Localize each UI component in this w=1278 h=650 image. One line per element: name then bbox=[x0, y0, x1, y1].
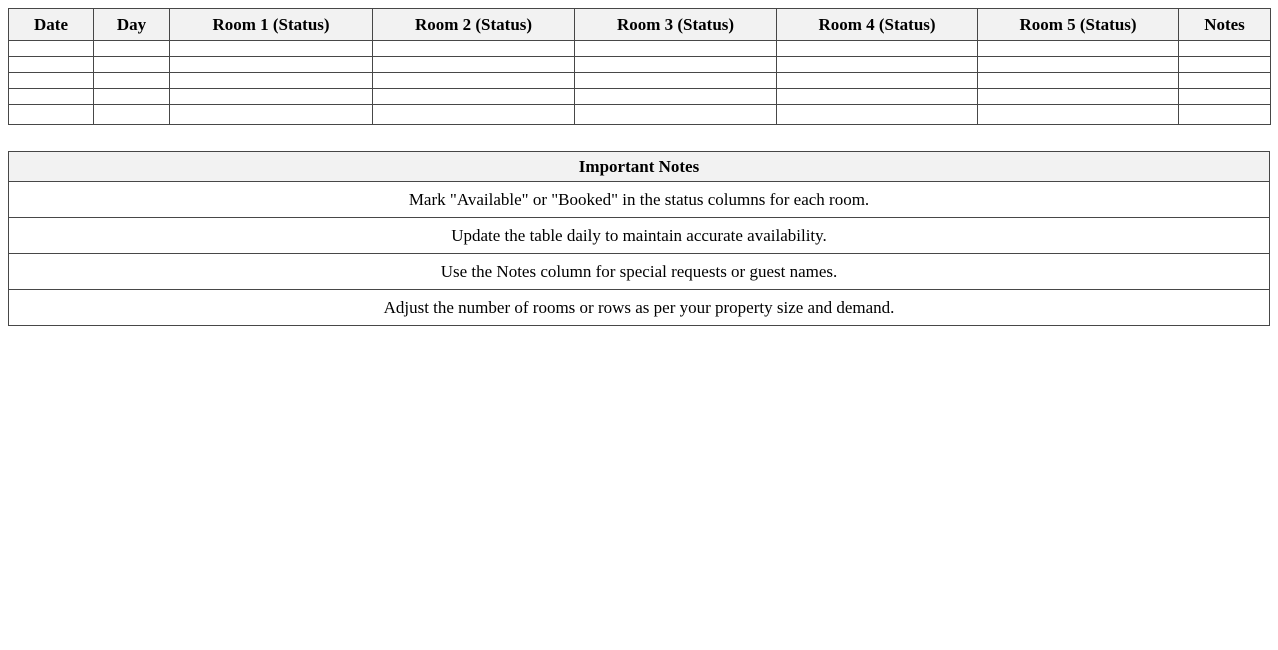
column-header-date: Date bbox=[9, 9, 94, 41]
room-3-status-cell bbox=[575, 89, 777, 105]
room-4-status-cell bbox=[777, 105, 978, 125]
page bbox=[8, 8, 1270, 326]
room-1-status-cell bbox=[170, 105, 373, 125]
room-2-status-cell bbox=[373, 89, 575, 105]
column-header-day: Day bbox=[94, 9, 170, 41]
room-5-status-cell bbox=[978, 89, 1179, 105]
room-1-status-cell bbox=[170, 41, 373, 57]
day-cell bbox=[94, 57, 170, 73]
column-header-room-4: Room 4 (Status) bbox=[777, 9, 978, 41]
notes-cell bbox=[1179, 57, 1271, 73]
note-item: Update the table daily to maintain accurate availability. bbox=[9, 218, 1270, 254]
note-item: Adjust the number of rooms or rows as per your property size and demand. bbox=[9, 290, 1270, 326]
room-2-status-cell bbox=[373, 41, 575, 57]
date-cell bbox=[9, 57, 94, 73]
availability-table bbox=[8, 8, 1271, 125]
room-4-status-cell bbox=[777, 57, 978, 73]
availability-header-row bbox=[9, 9, 1271, 41]
notes-cell bbox=[1179, 89, 1271, 105]
day-cell bbox=[94, 41, 170, 57]
room-3-status-cell bbox=[575, 57, 777, 73]
important-notes-table bbox=[8, 151, 1270, 326]
room-4-status-cell bbox=[777, 41, 978, 57]
important-notes-title: Important Notes bbox=[9, 152, 1270, 182]
room-5-status-cell bbox=[978, 105, 1179, 125]
column-header-room-1: Room 1 (Status) bbox=[170, 9, 373, 41]
date-cell bbox=[9, 89, 94, 105]
note-item: Mark "Available" or "Booked" in the status columns for each room. bbox=[9, 182, 1270, 218]
room-1-status-cell bbox=[170, 73, 373, 89]
room-2-status-cell bbox=[373, 105, 575, 125]
column-header-notes: Notes bbox=[1179, 9, 1271, 41]
day-cell bbox=[94, 89, 170, 105]
notes-cell bbox=[1179, 41, 1271, 57]
note-row bbox=[9, 290, 1270, 326]
notes-cell bbox=[1179, 73, 1271, 89]
room-1-status-cell bbox=[170, 89, 373, 105]
notes-cell bbox=[1179, 105, 1271, 125]
room-4-status-cell bbox=[777, 73, 978, 89]
room-5-status-cell bbox=[978, 57, 1179, 73]
day-cell bbox=[94, 105, 170, 125]
room-2-status-cell bbox=[373, 57, 575, 73]
availability-empty-row bbox=[9, 57, 1271, 73]
note-row bbox=[9, 254, 1270, 290]
day-cell bbox=[94, 73, 170, 89]
room-3-status-cell bbox=[575, 73, 777, 89]
note-row bbox=[9, 218, 1270, 254]
room-3-status-cell bbox=[575, 105, 777, 125]
important-notes-header-row bbox=[9, 152, 1270, 182]
room-1-status-cell bbox=[170, 57, 373, 73]
availability-empty-row bbox=[9, 89, 1271, 105]
room-2-status-cell bbox=[373, 73, 575, 89]
note-item: Use the Notes column for special requests or guest names. bbox=[9, 254, 1270, 290]
date-cell bbox=[9, 41, 94, 57]
date-cell bbox=[9, 73, 94, 89]
availability-empty-row bbox=[9, 41, 1271, 57]
column-header-room-3: Room 3 (Status) bbox=[575, 9, 777, 41]
column-header-room-2: Room 2 (Status) bbox=[373, 9, 575, 41]
availability-empty-row bbox=[9, 73, 1271, 89]
note-row bbox=[9, 182, 1270, 218]
column-header-room-5: Room 5 (Status) bbox=[978, 9, 1179, 41]
room-3-status-cell bbox=[575, 41, 777, 57]
room-5-status-cell bbox=[978, 73, 1179, 89]
room-5-status-cell bbox=[978, 41, 1179, 57]
room-4-status-cell bbox=[777, 89, 978, 105]
availability-empty-row bbox=[9, 105, 1271, 125]
date-cell bbox=[9, 105, 94, 125]
